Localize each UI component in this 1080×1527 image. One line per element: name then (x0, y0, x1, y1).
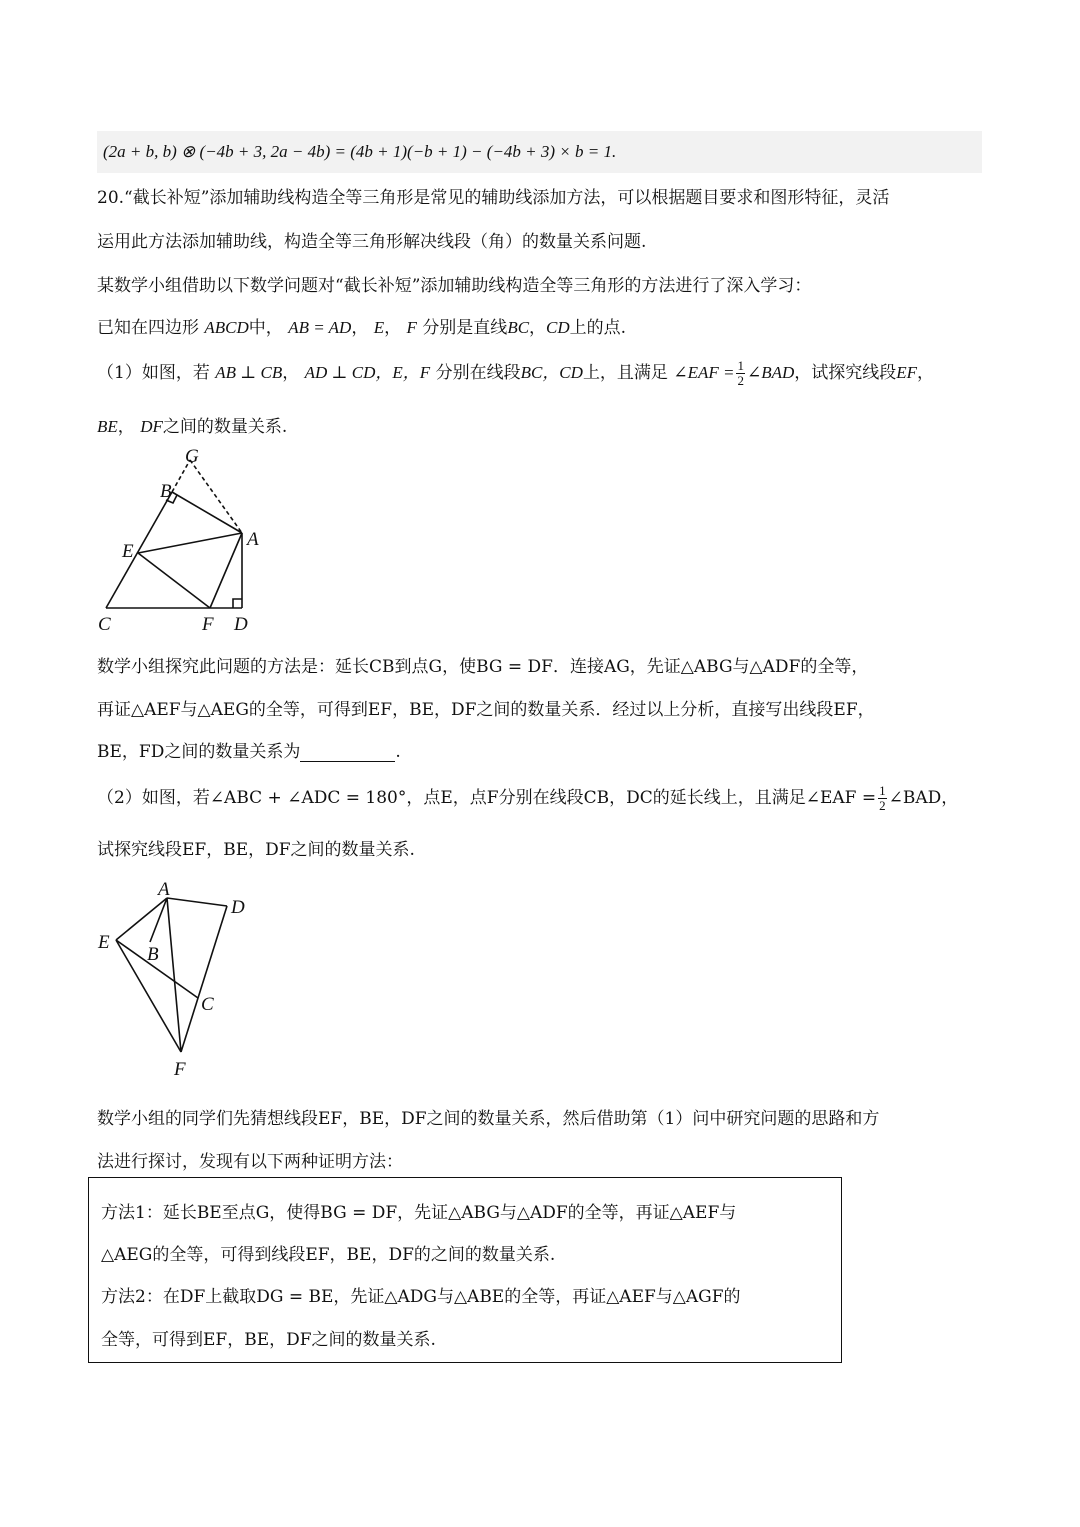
part1-method-line1: 数学小组探究此问题的方法是：延长CB到点G，使BG = DF．连接AG，先证△ABG与△ADF的全等， (97, 657, 869, 677)
fig1-segment-FA (210, 533, 242, 608)
part2-after-line2: 法进行探讨，发现有以下两种证明方法： (97, 1152, 403, 1172)
part2-statement-line2: 试探究线段EF，BE，DF之间的数量关系. (97, 840, 415, 860)
fig2-segment-AF (167, 898, 181, 1052)
fig1-label-A: A (247, 529, 259, 550)
part1-answer: BE，FD之间的数量关系为 . (97, 742, 401, 762)
part1-method-line2: 再证△AEF与△AEG的全等，可得到EF，BE，DF之间的数量关系．经过以上分析，直接写出线段EF， (97, 700, 875, 720)
fig1-segment-BA (172, 492, 242, 533)
fig2-segment-DF (181, 906, 227, 1052)
fig1-segment-EA (138, 533, 242, 553)
fig1-label-G: G (185, 446, 199, 467)
figure2-diagram (90, 870, 270, 1085)
answer-blank[interactable] (300, 743, 395, 762)
formula-bar (97, 131, 982, 173)
method2-line1: 方法2：在DF上截取DG = BE，先证△ADG与△ABE的全等，再证△AEF与△AGF的 (101, 1287, 741, 1307)
fig1-label-D: D (234, 614, 248, 635)
part2-statement: （2）如图，若∠ABC + ∠ADC = 180°，点E，点F分别在线段CB，DC的延长线上，且满足∠EAF = $\frac{1}{2}$ ∠BAD， (97, 783, 959, 813)
fig2-label-C: C (201, 994, 214, 1015)
problem-intro-line3: 某数学小组借助以下数学问题对“截长补短”添加辅助线构造全等三角形的方法进行了深入学习： (97, 276, 812, 296)
fig1-label-E: E (122, 541, 134, 562)
fig2-label-A: A (158, 879, 170, 900)
methods-box (88, 1177, 842, 1363)
fig1-dashed-GA (190, 460, 242, 533)
part1-statement: （1）如图，若 AB ⊥ CB， AD ⊥ CD，E，F 分别在线段BC，CD上，且满足 ∠EAF = $\frac{1}{2}$ ∠BAD，试探究线段EF， (97, 358, 935, 388)
problem-number: 20. (97, 188, 125, 208)
fig2-label-F: F (174, 1059, 186, 1080)
fig2-label-E: E (98, 932, 110, 953)
fig1-label-F: F (202, 614, 214, 635)
figure1-diagram (90, 440, 270, 640)
fraction-half: $\frac{1}{2}$ (737, 358, 744, 388)
fig2-segment-AD (167, 898, 227, 906)
fig1-right-angle-D (233, 599, 242, 608)
method1-line2: △AEG的全等，可得到线段EF，BE，DF的之间的数量关系. (101, 1245, 556, 1265)
method2-line2: 全等，可得到EF，BE，DF之间的数量关系. (101, 1330, 436, 1350)
fig1-label-B: B (160, 481, 172, 502)
formula-text: (2a + b, b) ⊗ (−4b + 3, 2a − 4b) = (4b + 1)(−b + 1) − (−4b + 3) × b = 1. (103, 142, 617, 161)
problem-intro-line2: 运用此方法添加辅助线，构造全等三角形解决线段（角）的数量关系问题. (97, 232, 647, 252)
fraction-half-2: $\frac{1}{2}$ (879, 783, 886, 813)
problem-given: 已知在四边形 ABCD中， AB = AD， E， F 分别是直线BC，CD上的点. (97, 318, 627, 338)
fig1-segment-EF (138, 553, 210, 608)
problem-intro-line1: 20.“截长补短”添加辅助线构造全等三角形是常见的辅助线添加方法，可以根据题目要求和图形特征，灵活 (97, 188, 890, 208)
fig2-label-D: D (231, 897, 245, 918)
part2-after-line1: 数学小组的同学们先猜想线段EF，BE，DF之间的数量关系，然后借助第（1）问中研究问题的思路和方 (97, 1109, 880, 1129)
fig2-label-B: B (147, 944, 159, 965)
part1-statement-line2: BE， DF之间的数量关系. (97, 417, 288, 437)
method1-line1: 方法1：延长BE至点G，使得BG = DF，先证△ABG与△ADF的全等，再证△AEF与 (101, 1203, 737, 1223)
fig1-segment-CB (106, 492, 172, 608)
fig1-label-C: C (98, 614, 111, 635)
